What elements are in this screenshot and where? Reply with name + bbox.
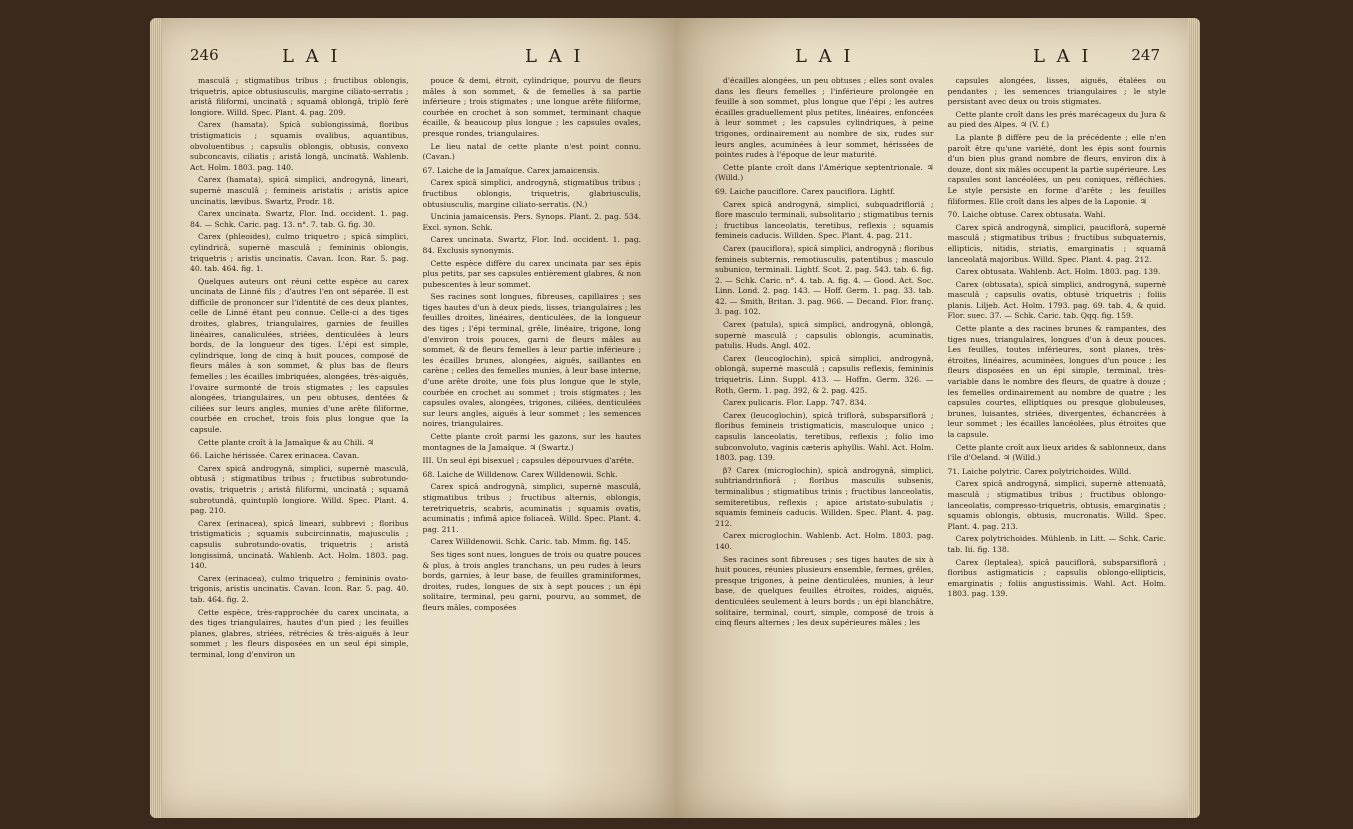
paragraph: Le lieu natal de cette plante n'est point connu. (Cavan.) — [422, 141, 641, 162]
running-header — [190, 46, 635, 68]
paragraph: Carex (leucoglochin), spicâ simplici, androgynâ, oblongâ, supernè masculâ ; capsulis reflexis, femininis triquetris. Linn. Suppl. 413. — Hoffm. Germ. 326. — Roth, Germ. 1. pag. 392, & 2. pag. 425. — [715, 353, 934, 395]
paragraph: 68. Laiche de Willdenow. Carex Willdenowii. Schk. — [422, 469, 618, 479]
paragraph: Carex Willdenowii. Schk. Caric. tab. Mmm. fig. 145. — [430, 537, 631, 547]
paragraph: Cette plante croît aux lieux arides & sablonneux, dans l'île d'Oeland. ♃ (Willd.) — [947, 442, 1166, 463]
paragraph: Carex (pauciflora), spicâ simplici, androgynâ ; floribus femineis subternis, remotiusculis, patentibus ; masculo subunico, terminali. Lightf. Scot. 2. pag. 543. tab. 6. fig. 2. — Schk. Caric. n°. 4. tab. A. fig. 4. — Good. Act. Soc. Linn. Lond. 2. pag. 143. — Hoff. Germ. 1. pag. 33. tab. 42. — Smith, Britan. 3. pag. 966. — Decand. Flor. franç. 3. pag. 102. — [715, 243, 934, 317]
paragraph: Carex (erinacea), culmo triquetro ; femininis ovato-trigonis, aristis uncinatis. Cavan. Icon. Rar. 5. pag. 40. tab. 464. fig. 2. — [190, 573, 409, 604]
text-columns — [190, 76, 641, 808]
paragraph: III. Un seul épi bisexuel ; capsules dépourvues d'arête. — [422, 456, 635, 466]
paragraph: Uncinia jamaicensis. Pers. Synops. Plant. 2. pag. 534. Excl. synon. Schk. — [422, 212, 641, 232]
book-spread — [150, 18, 1200, 818]
paragraph: Quelques auteurs ont réuni cette espèce au carex uncinata de Linné fils ; d'autres l'en ont séparée. Il est difficile de prononcer sur l'identité de ces deux plantes, celle de Linné étant peu connue. Celle-ci a des tiges droites, glabres, triangulaires, garnies de feuilles linéaires, canaliculées, striées, denticulées à leurs bords, de la longueur des tiges. L'épi est simple, cylindrique, long de cinq à huit pouces, composé de fleurs mâles à son sommet, & plus bas de fleurs femelles ; les écailles imbriquées, alongées, très-aiguës, l'ovaire surmonté de trois stigmates ; les capsules alongées, triangulaires, un peu obtuses, dentées & ciliées sur leurs angles, munies d'une arête filiforme, courbée en crochet, trois fois plus longue que la capsule. — [190, 276, 409, 434]
paragraph: Carex (leptalea), spicâ pauciflorâ, subsparsiflorâ ; floribus astigmaticis ; capsulis oblongo-ellipticis, emarginatis ; foliis angustissimis. Wahl. Act. Holm. 1803. pag. 139. — [947, 557, 1166, 599]
paragraph: masculâ ; stigmatibus tribus ; fructibus oblongis, triquetris, apice obtusiusculis, margine ciliato-serratis ; aristâ filiformi, uncinatâ ; squamâ oblongâ, triplò ferè longiore. Willd. Spec. Plant. 4. pag. 209. — [190, 76, 409, 117]
paragraph: Carex (obtusata), spicâ simplici, androgynâ, supernè masculâ ; capsulis ovatis, obtusè triquetris ; foliis planis. Liljeb. Act. Holm. 1793. pag. 69. tab. 4, & quid. Flor. suec. 37. — Schk. Caric. tab. Qqq. fig. 159. — [947, 279, 1166, 321]
paragraph: Carex spicâ androgynâ, simplici, supernè masculâ, obtusâ ; stigmatibus tribus ; fructibus subrotundo-ovatis, triquetris ; aristâ filiformi, uncinatâ ; squamâ subrotundâ, quintuplò longiore. Willd. Spec. Plant. 4. pag. 210. — [190, 463, 409, 516]
paragraph: Carex spicâ androgynâ, simplici, supernè attenuatâ, masculâ ; stigmatibus tribus ; fructibus oblongo-lanceolatis, compresso-triquetris, obtusis, emarginatis ; squamis oblongis, obtusis, mucronatis. Willd. Spec. Plant. 4. pag. 213. — [947, 479, 1166, 531]
paragraph: capsules alongées, lisses, aiguës, étalées ou pendantes ; les semences triangulaires ; le style persistant avec deux ou trois stigmates. — [947, 76, 1166, 107]
paragraph: Carex pulicaris. Flor. Lapp. 747. 834. — [723, 398, 867, 408]
right-page — [675, 18, 1200, 818]
paragraph: Carex (hamata), spicâ simplici, androgynâ, lineari, supernè masculâ ; femineis aristatis ; aristis apice uncinatis, lævibus. Swartz, Prodr. 18. — [190, 175, 409, 206]
paragraph: La plante β diffère peu de la précédente ; elle n'en paroît être qu'une variété, dont les épis sont fournis d'un bien plus grand nombre de fleurs, environ dix à douze, dont six mâles occupent la partie supérieure. Les capsules sont lancéolées, un peu coniques, réfléchies. Le style persiste en forme d'arête ; les feuilles filiformes. Elle croît dans les alpes de la Laponie. ♃ — [947, 132, 1166, 206]
paragraph: Carex (leucoglochin), spicâ triflorâ, subsparsiflorâ ; floribus femineis tristigmaticis, masculoque unico ; capsulis lanceolatis, teretibus, reflexis ; folio imo subconvoluto, vaginis cæteris aphyllis. Wahl. Act. Holm. 1803. pag. 139. — [715, 410, 934, 463]
paragraph: Cette espèce, très-rapprochée du carex uncinata, a des tiges triangulaires, hautes d'un pied ; les feuilles planes, glabres, striées, rétrécies & très-aiguës à leur sommet ; les fleurs disposées en un seul épi simple, terminal, long d'environ un — [190, 607, 409, 659]
paragraph: Cette plante croît dans l'Amérique septentrionale. ♃ (Willd.) — [715, 162, 934, 183]
paragraph: d'écailles alongées, un peu obtuses ; elles sont ovales dans les fleurs femelles ; l'inférieure prolongée en feuille à son sommet, plus longue que l'épi ; les autres écailles graduellement plus petites, linéaires, enfoncées à leur sommet ; les capsules cylindriques, à peine trigones, ordinairement au nombre de six, rudes sur leurs angles, acuminées à leur sommet, hérissées de pointes rudes à l'époque de leur maturité. — [715, 76, 934, 160]
paragraph: Carex uncinata. Swartz, Flor. Ind. occident. 1. pag. 84. Exclusis synonymis. — [422, 235, 641, 255]
column-left — [715, 76, 934, 808]
paragraph: Carex (patula), spicâ simplici, androgynâ, oblongâ, supernè masculâ ; capsulis oblongis, acuminatis, patulis. Huds. Angl. 402. — [715, 320, 934, 351]
paragraph: Cette plante croît parmi les gazons, sur les hautes montagnes de la Jamaïque. ♃ (Swartz.) — [422, 432, 641, 452]
paragraph: Cette plante croît à la Jamaïque & au Chili. ♃ — [198, 437, 374, 447]
column-right — [423, 76, 642, 808]
paragraph: Carex spicâ androgynâ, simplici, subquadrifloriâ ; flore masculo terminali, subsolitario ; stigmatibus ternis ; fructibus lanceolatis, teretibus, reflexis ; squamis femineis caducis. Willden. Spec. Plant. 4. pag. 211. — [715, 199, 934, 241]
page-edge — [150, 18, 162, 818]
paragraph: Carex (phleoides), culmo triquetro ; spicâ simplici, cylindricâ, supernè masculâ ; femininis oblongis, triquetris ; aristis uncinatis. Cavan. Icon. Rar. 5. pag. 40. tab. 464. fig. 1. — [190, 232, 409, 274]
paragraph: Carex obtusata. Wahlenb. Act. Holm. 1803. pag. 139. — [955, 267, 1161, 277]
column-left — [190, 76, 409, 808]
paragraph: Carex (erinacea), spicâ lineari, subbrevi ; floribus tristigmaticis ; squamis subcircinnatis, majusculis ; capsulis subrotundo-ovatis, triquetris ; aristâ longissimâ, uncinatâ. Wahlenb. Act. Holm. 1803. pag. 140. — [190, 518, 409, 571]
paragraph: Carex spicâ simplici, androgynâ, stigmatibus tribus ; fructibus oblongis, triquetris, glabriusculis, obtusiusculis, margine ciliato-serratis. (N.) — [422, 178, 641, 209]
paragraph: Carex microglochin. Wahlenb. Act. Holm. 1803. pag. 140. — [715, 531, 934, 551]
paragraph: β? Carex (microglochin), spicâ androgynâ, simplici, subtriandrinfiorâ ; floribus masculis subsenis, terminalibus ; stigmatibus trinis ; fructibus lanceolatis, semiteretibus, reflexis ; apice aristato-subulatis ; squamis femineis caducis. Willden. Spec. Plant. 4. pag. 212. — [715, 465, 934, 528]
paragraph: 71. Laiche polytric. Carex polytrichoides. Willd. — [947, 466, 1132, 476]
paragraph: Carex (hamata). Spicâ sublongissimâ, floribus tristigmaticis ; squamis ovalibus, aquantibus, obvoluentibus ; capsulis oblongis, obtusis, convexo subconcavis, ciliatis ; aristâ longâ, uncinatâ. Wahlenb. Act. Holm. 1803. pag. 140. — [190, 120, 409, 172]
paragraph: 66. Laiche hérissée. Carex erinacea. Cavan. — [190, 451, 360, 461]
paragraph: 69. Laiche pauciflore. Carex pauciflora. Lightf. — [715, 186, 896, 196]
paragraph: pouce & demi, étroit, cylindrique, pourvu de fleurs mâles à son sommet, & de femelles à sa partie inférieure ; trois stigmates ; une longue arête filiforme, courbée en crochet à son sommet, terminant chaque écaille, & beaucoup plus longue ; les capsules ovales, presque rondes, triangulaires. — [422, 76, 641, 138]
paragraph: Carex uncinata. Swartz, Flor. Ind. occident. 1. pag. 84. — Schk. Caric. pag. 13. n°. 7. tab. G. fig. 30. — [190, 209, 409, 229]
running-head-left: L A I — [795, 46, 854, 67]
running-header — [715, 46, 1160, 68]
paragraph: 70. Laiche obtuse. Carex obtusata. Wahl. — [947, 210, 1106, 220]
paragraph: Cette plante a des racines brunes & rampantes, des tiges nues, triangulaires, longues d'un à deux pouces. Les feuilles, toutes inférieures, sont planes, très-étroites, linéaires, acuminées, longues d'un pouce ; les fleurs disposées en un épi simple, terminal, très-variable dans le nombre des fleurs, de quatre à douze ; les femelles ordinairement au nombre de quatre ; les capsules courtes, elliptiques ou presque globuleuses, brunes, luisantes, striées, divergentes, échancrées à leur sommet ; les écailles lancéolées, plus étroites que la capsule. — [947, 324, 1166, 439]
running-head-right: L A I — [1033, 46, 1092, 67]
page-number: 247 — [1131, 46, 1160, 64]
running-head-left: L A I — [282, 46, 341, 67]
left-page — [150, 18, 675, 818]
paragraph: Ses racines sont longues, fibreuses, capillaires ; ses tiges hautes d'un à deux pieds, lisses, triangulaires ; les feuilles droites, linéaires, denticulées, de la longueur des tiges ; l'épi terminal, grêle, linéaire, trigone, long d'environ trois pouces, garni de fleurs mâles au sommet, & de fleurs femelles à leur partie inférieure ; les écailles brunes, alongées, aiguës, saillantes en carène ; celles des femelles munies, à leur base interne, d'une arête droite, une fois plus longue que le style, courbée en crochet au sommet ; trois stigmates ; les capsules ovales, alongées, trigones, ciliées, denticulées sur leurs angles, aiguës à leur sommet ; les semences noires, triangulaires. — [422, 292, 641, 429]
paragraph: Cette plante croît dans les prés marécageux du Jura & au pied des Alpes. ♃ (V. f.) — [947, 109, 1166, 130]
paragraph: Ses racines sont fibreuses ; ses tiges hautes de six à huit pouces, réunies plusieurs ensemble, fermes, grêles, presque trigones, à peine denticulées, munies, à leur base, de quelques feuilles étroites, roides, aiguës, denticulées seulement à leurs bords ; un épi blanchâtre, solitaire, terminal, court, simple, composé de trois à cinq fleurs alternes ; les deux supérieures mâles ; les — [715, 554, 934, 628]
paragraph: 67. Laiche de la Jamaïque. Carex jamaicensis. — [422, 165, 600, 175]
running-head-right: L A I — [525, 46, 584, 67]
page-edge — [1188, 18, 1200, 818]
paragraph: Ses tiges sont nues, longues de trois ou quatre pouces & plus, à trois angles tranchans, un peu rudes à leurs bords, garnies, à leur base, de feuilles graminiformes, droites, rudes, longues de six à sept pouces ; un épi solitaire, terminal, peu garni, pourvu, au sommet, de fleurs mâles, composées — [422, 549, 641, 612]
text-columns — [715, 76, 1166, 808]
paragraph: Carex spicâ androgynâ, simplici, pauciflorâ, supernè masculâ ; stigmatibus tribus ; fructibus subquaternis, ellipticis, nitidis, striatis, emarginatis ; squamâ lanceolatâ majoribus. Willd. Spec. Plant. 4. pag. 212. — [947, 222, 1166, 264]
page-number: 246 — [190, 46, 219, 64]
paragraph: Carex polytrichoides. Mühlenb. in Litt. — Schk. Caric. tab. Iii. fig. 138. — [947, 534, 1166, 554]
paragraph: Cette espèce diffère du carex uncinata par ses épis plus petits, par ses capsules entièrement glabres, & non pubescentes à leur sommet. — [422, 258, 641, 289]
paragraph: Carex spicâ androgynâ, simplici, supernè masculâ, stigmatibus tribus ; fructibus alternis, oblongis, teretriquetris, scabris, acuminatis ; squamis ovatis, acuminatis ; infimâ apice foliaceâ. Willd. Spec. Plant. 4. pag. 211. — [422, 482, 641, 534]
column-right — [948, 76, 1167, 808]
